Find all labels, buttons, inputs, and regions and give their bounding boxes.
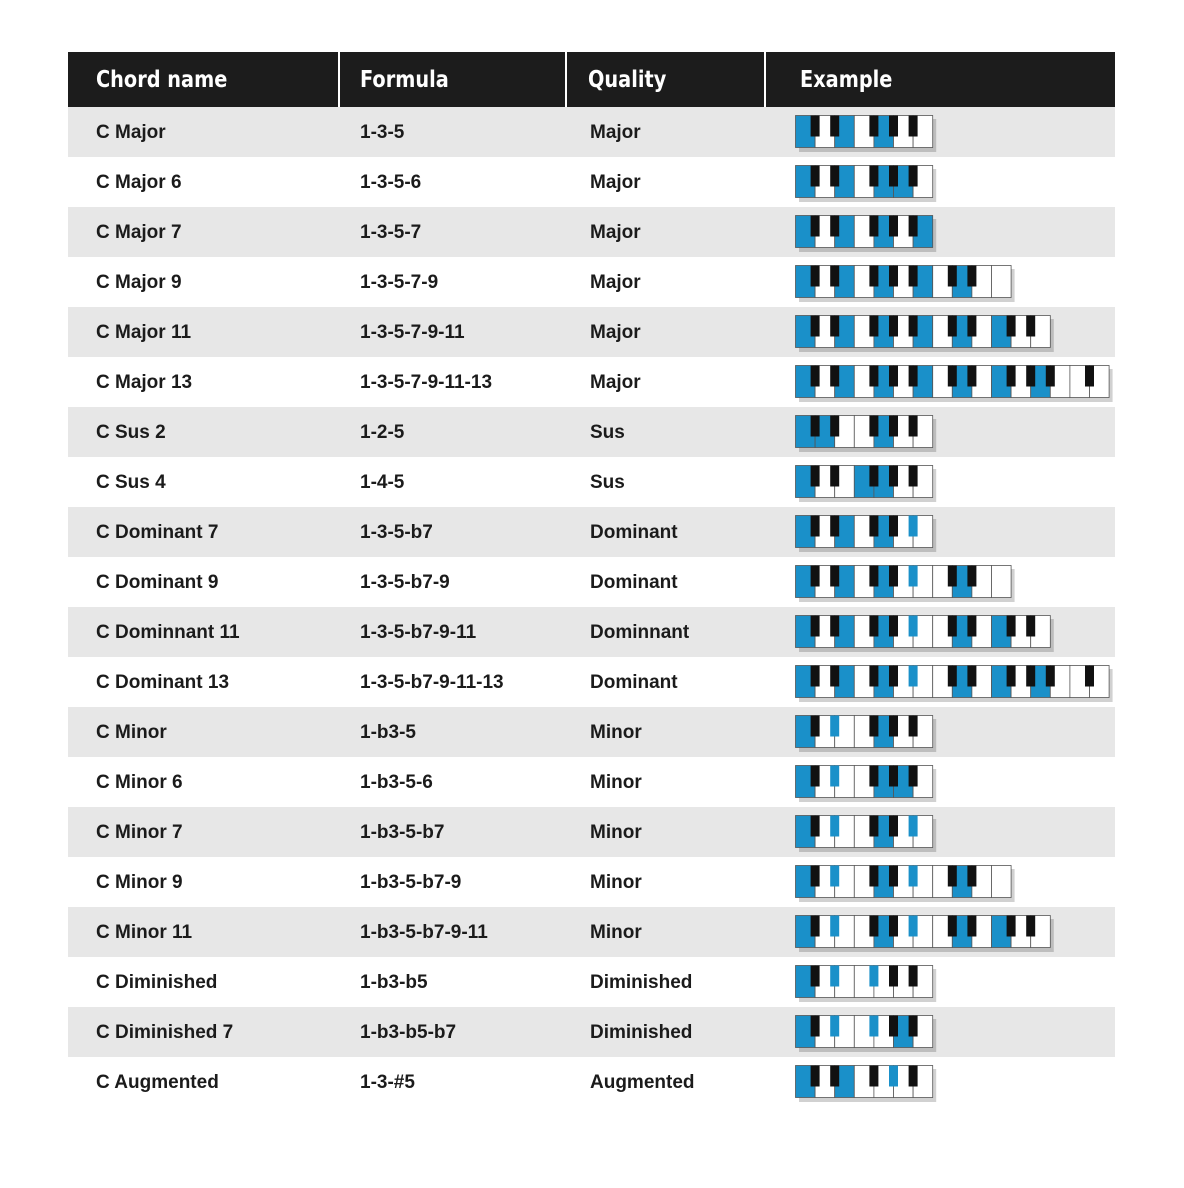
table-row [68, 807, 1115, 857]
black-key [811, 666, 820, 687]
chord-quality: Dominnant [590, 622, 690, 643]
black-key [889, 366, 898, 387]
black-key-highlighted [830, 816, 839, 837]
chord-formula: 1-b3-5-b7-9-11 [360, 922, 488, 943]
chord-name: C Dominant 9 [96, 572, 219, 593]
black-key [889, 916, 898, 937]
header-example: Example [800, 67, 893, 93]
chord-formula: 1-b3-5-b7 [360, 822, 445, 843]
black-key [948, 366, 957, 387]
black-key [967, 666, 976, 687]
black-key [889, 166, 898, 187]
black-key [889, 1016, 898, 1037]
black-key [830, 1066, 839, 1087]
black-key [889, 266, 898, 287]
piano-keys [795, 865, 1019, 906]
black-key [1026, 616, 1035, 637]
black-key [909, 116, 918, 137]
black-key [811, 366, 820, 387]
black-key [869, 766, 878, 787]
piano-keys [795, 515, 940, 556]
black-key [830, 266, 839, 287]
black-key-highlighted [869, 1016, 878, 1037]
black-key [1007, 916, 1016, 937]
table-row [68, 607, 1115, 657]
black-key [869, 216, 878, 237]
black-key-highlighted [909, 816, 918, 837]
black-key [889, 816, 898, 837]
black-key [830, 366, 839, 387]
black-key [889, 416, 898, 437]
black-key [967, 916, 976, 937]
chord-name: C Sus 4 [96, 472, 166, 493]
chord-quality: Dominant [590, 522, 678, 543]
chord-formula: 1-3-5-b7-9 [360, 572, 450, 593]
black-key-highlighted [909, 516, 918, 537]
chord-name: C Major 11 [96, 322, 192, 343]
chord-formula: 1-3-5-7 [360, 222, 422, 243]
black-key [889, 316, 898, 337]
chord-formula: 1-2-5 [360, 422, 405, 443]
piano-keys [795, 965, 940, 1006]
table-row [68, 557, 1115, 607]
black-key [948, 866, 957, 887]
black-key [811, 716, 820, 737]
black-key [948, 666, 957, 687]
chord-quality: Diminished [590, 972, 693, 993]
black-key [909, 716, 918, 737]
black-key [1026, 316, 1035, 337]
header-formula: Formula [360, 67, 449, 93]
keyboard-diagram [795, 1065, 940, 1098]
table-body [68, 107, 1115, 1107]
chord-name: C Minor [96, 722, 167, 743]
chord-formula: 1-b3-b5-b7 [360, 1022, 457, 1043]
chord-quality: Minor [590, 722, 642, 743]
black-key [869, 1066, 878, 1087]
table-row [68, 657, 1115, 707]
keyboard-diagram [795, 465, 940, 498]
table-row [68, 907, 1115, 957]
chord-quality: Dominant [590, 672, 678, 693]
black-key [909, 766, 918, 787]
black-key [948, 266, 957, 287]
table-row [68, 157, 1115, 207]
piano-keys [795, 815, 940, 856]
piano-keys [795, 265, 1019, 306]
black-key [811, 916, 820, 937]
chord-quality: Major [590, 272, 641, 293]
chord-quality: Minor [590, 922, 642, 943]
header-chord-name: Chord name [96, 67, 228, 93]
black-key [948, 616, 957, 637]
black-key [869, 666, 878, 687]
piano-keys [795, 365, 1117, 406]
black-key [909, 466, 918, 487]
chord-formula: 1-3-5-7-9-11-13 [360, 372, 493, 393]
chord-name: C Dominant 7 [96, 522, 219, 543]
table-row [68, 257, 1115, 307]
black-key [811, 266, 820, 287]
chord-name: C Dominnant 11 [96, 622, 240, 643]
black-key [889, 666, 898, 687]
chord-table [68, 52, 1115, 1107]
chord-quality: Major [590, 172, 641, 193]
black-key [1085, 666, 1094, 687]
black-key [1026, 366, 1035, 387]
black-key [811, 216, 820, 237]
black-key [811, 566, 820, 587]
piano-keys [795, 715, 940, 756]
black-key-highlighted [830, 766, 839, 787]
black-key [869, 166, 878, 187]
keyboard-diagram [795, 165, 940, 198]
chord-quality: Sus [590, 472, 625, 493]
black-key-highlighted [830, 966, 839, 987]
header-quality: Quality [588, 67, 667, 93]
chord-name: C Major [96, 122, 166, 143]
black-key [811, 866, 820, 887]
black-key [811, 166, 820, 187]
black-key [811, 466, 820, 487]
black-key [967, 866, 976, 887]
black-key [811, 1016, 820, 1037]
keyboard-diagram [795, 315, 1058, 348]
chord-quality: Minor [590, 872, 642, 893]
chord-quality: Major [590, 122, 641, 143]
black-key [889, 866, 898, 887]
chord-name: C Minor 11 [96, 922, 193, 943]
black-key-highlighted [830, 916, 839, 937]
black-key [889, 616, 898, 637]
black-key-highlighted [830, 866, 839, 887]
keyboard-diagram [795, 915, 1058, 948]
black-key [811, 416, 820, 437]
black-key [967, 616, 976, 637]
black-key [869, 516, 878, 537]
table-row [68, 1007, 1115, 1057]
black-key [811, 116, 820, 137]
chord-formula: 1-b3-5-b7-9 [360, 872, 462, 893]
black-key [830, 566, 839, 587]
keyboard-diagram [795, 615, 1058, 648]
piano-keys [795, 215, 940, 256]
table-header [68, 52, 1115, 107]
chord-formula: 1-3-5 [360, 122, 405, 143]
piano-keys [795, 165, 940, 206]
chord-quality: Dominant [590, 572, 678, 593]
chord-formula: 1-3-5-7-9 [360, 272, 439, 293]
piano-keys [795, 565, 1019, 606]
chord-name: C Diminished 7 [96, 1022, 234, 1043]
piano-keys [795, 315, 1058, 356]
black-key-highlighted [909, 566, 918, 587]
chord-name: C Major 9 [96, 272, 182, 293]
table-row [68, 407, 1115, 457]
table-row [68, 507, 1115, 557]
keyboard-diagram [795, 865, 1019, 898]
piano-keys [795, 615, 1058, 656]
table-row [68, 357, 1115, 407]
black-key [889, 716, 898, 737]
black-key [909, 166, 918, 187]
chord-formula: 1-3-5-6 [360, 172, 422, 193]
black-key [1026, 916, 1035, 937]
black-key [1046, 666, 1055, 687]
chord-name: C Diminished [96, 972, 218, 993]
keyboard-diagram [795, 565, 1019, 598]
table-row [68, 707, 1115, 757]
chord-formula: 1-b3-5 [360, 722, 416, 743]
table-row [68, 957, 1115, 1007]
black-key [967, 266, 976, 287]
piano-keys [795, 665, 1117, 706]
black-key [811, 316, 820, 337]
keyboard-diagram [795, 415, 940, 448]
white-key [992, 266, 1012, 298]
chord-name: C Major 13 [96, 372, 193, 393]
black-key [869, 266, 878, 287]
black-key [830, 466, 839, 487]
black-key [909, 1066, 918, 1087]
black-key [869, 866, 878, 887]
black-key [811, 1066, 820, 1087]
keyboard-diagram [795, 115, 940, 148]
black-key [948, 566, 957, 587]
black-key [1026, 666, 1035, 687]
black-key-highlighted [909, 666, 918, 687]
black-key [1007, 366, 1016, 387]
black-key [830, 666, 839, 687]
chord-quality: Major [590, 372, 641, 393]
black-key-highlighted [909, 916, 918, 937]
black-key [889, 216, 898, 237]
black-key [830, 216, 839, 237]
black-key [889, 566, 898, 587]
black-key [811, 816, 820, 837]
chord-formula: 1-3-5-b7 [360, 522, 433, 543]
black-key [948, 916, 957, 937]
black-key [811, 516, 820, 537]
black-key [909, 966, 918, 987]
black-key [830, 516, 839, 537]
black-key [869, 316, 878, 337]
chord-name: C Minor 9 [96, 872, 183, 893]
black-key [869, 416, 878, 437]
table-row [68, 307, 1115, 357]
black-key-highlighted [830, 716, 839, 737]
black-key [869, 616, 878, 637]
black-key [869, 566, 878, 587]
black-key [869, 116, 878, 137]
white-key [992, 566, 1012, 598]
table-row [68, 207, 1115, 257]
black-key [830, 616, 839, 637]
black-key-highlighted [909, 616, 918, 637]
header-divider [764, 52, 766, 107]
chord-name: C Minor 7 [96, 822, 183, 843]
black-key [909, 366, 918, 387]
chord-name: C Minor 6 [96, 772, 183, 793]
black-key-highlighted [830, 1016, 839, 1037]
chord-name: C Major 7 [96, 222, 182, 243]
black-key [869, 816, 878, 837]
keyboard-diagram [795, 1015, 940, 1048]
chord-name: C Sus 2 [96, 422, 166, 443]
table-row [68, 857, 1115, 907]
keyboard-diagram [795, 365, 1117, 398]
header-divider [565, 52, 567, 107]
chord-quality: Minor [590, 822, 642, 843]
chord-formula: 1-3-5-b7-9-11-13 [360, 672, 504, 693]
chord-formula: 1-3-5-7-9-11 [360, 322, 465, 343]
black-key [869, 716, 878, 737]
chord-quality: Minor [590, 772, 642, 793]
table-row [68, 1057, 1115, 1107]
black-key [889, 966, 898, 987]
black-key [1007, 616, 1016, 637]
keyboard-diagram [795, 265, 1019, 298]
piano-keys [795, 115, 940, 156]
black-key [869, 366, 878, 387]
black-key-highlighted [909, 866, 918, 887]
chord-formula: 1-3-#5 [360, 1072, 415, 1093]
black-key [830, 166, 839, 187]
chord-quality: Sus [590, 422, 625, 443]
black-key [889, 766, 898, 787]
table-row [68, 107, 1115, 157]
black-key [909, 266, 918, 287]
piano-keys [795, 1065, 940, 1106]
chord-name: C Dominant 13 [96, 672, 230, 693]
black-key [869, 916, 878, 937]
chord-name: C Major 6 [96, 172, 182, 193]
black-key [811, 766, 820, 787]
black-key [830, 316, 839, 337]
black-key [830, 416, 839, 437]
black-key [811, 966, 820, 987]
piano-keys [795, 415, 940, 456]
black-key [1007, 316, 1016, 337]
chord-formula: 1-b3-5-6 [360, 772, 433, 793]
black-key [967, 316, 976, 337]
black-key [909, 416, 918, 437]
black-key [909, 316, 918, 337]
black-key [1046, 366, 1055, 387]
black-key [889, 516, 898, 537]
keyboard-diagram [795, 515, 940, 548]
black-key [909, 1016, 918, 1037]
keyboard-diagram [795, 215, 940, 248]
black-key-highlighted [869, 966, 878, 987]
keyboard-diagram [795, 665, 1117, 698]
black-key [869, 466, 878, 487]
keyboard-diagram [795, 715, 940, 748]
piano-keys [795, 1015, 940, 1056]
keyboard-diagram [795, 815, 940, 848]
black-key [909, 216, 918, 237]
black-key [967, 566, 976, 587]
table-row [68, 457, 1115, 507]
black-key [1085, 366, 1094, 387]
black-key [967, 366, 976, 387]
chord-quality: Major [590, 322, 641, 343]
black-key-highlighted [889, 1066, 898, 1087]
chord-formula: 1-b3-b5 [360, 972, 428, 993]
black-key [889, 116, 898, 137]
keyboard-diagram [795, 765, 940, 798]
chord-quality: Major [590, 222, 641, 243]
keyboard-diagram [795, 965, 940, 998]
chord-quality: Augmented [590, 1072, 695, 1093]
piano-keys [795, 915, 1058, 956]
white-key [992, 866, 1012, 898]
chord-quality: Diminished [590, 1022, 693, 1043]
header-divider [338, 52, 340, 107]
piano-keys [795, 465, 940, 506]
chord-formula: 1-4-5 [360, 472, 405, 493]
table-row [68, 757, 1115, 807]
black-key [889, 466, 898, 487]
piano-keys [795, 765, 940, 806]
black-key [811, 616, 820, 637]
black-key [1007, 666, 1016, 687]
black-key [830, 116, 839, 137]
chord-name: C Augmented [96, 1072, 219, 1093]
black-key [948, 316, 957, 337]
chord-formula: 1-3-5-b7-9-11 [360, 622, 477, 643]
